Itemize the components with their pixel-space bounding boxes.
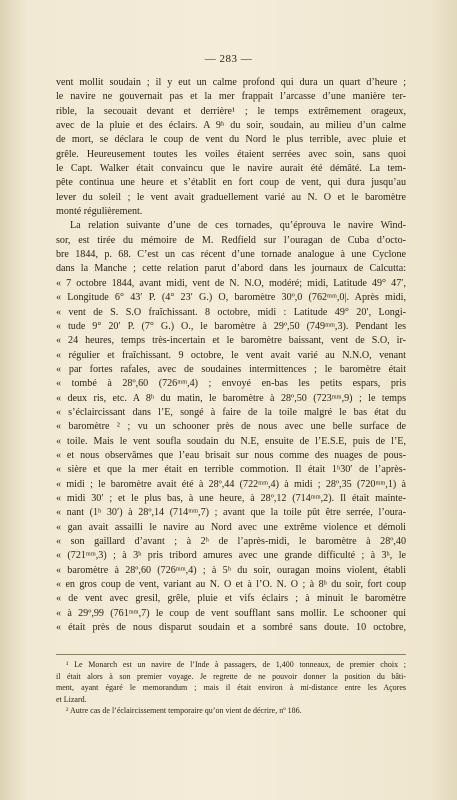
text-line: grêle. Heureusement toutes les voiles étaient serrées avec soin, sans quoi: [56, 148, 406, 160]
text-line: « baromètre ² ; vu un schooner près de nous avec une belle surface de: [56, 421, 406, 433]
page-number-header: — 283 —: [204, 53, 253, 65]
text-line: pête continua une heure et s’établit en fort coup de vent, qui dura jusqu’au: [56, 177, 406, 189]
text-line: « tude 9° 20′ P. (7° G.) O., le baromètre à 29º,50 (749ᵐᵐ,3). Pendant les: [56, 320, 406, 332]
text-line: « nant (1ʰ 30′) à 28º,14 (714ᵐᵐ,7) ; avant que la toile pût être serrée, l’oura-: [56, 507, 406, 519]
text-line: « 24 heures, temps très-incertain et le baromètre baissant, vent de S.O, ir-: [56, 335, 406, 347]
text-line: « sière et que la mer était en terrible commotion. Il était 1ʰ30′ de l’après-: [56, 464, 406, 476]
footnote-line: ment, ayant égaré le memorandum ; mais il était environ à mi-distance entre les Açores: [56, 683, 406, 693]
text-line: « s’éclaircissant dans l’E, songé à faire de la toile malgré le bas état du: [56, 406, 406, 418]
text-line: « baromètre à 28º,60 (726ᵐᵐ,4) ; à 5ʰ du soir, ouragan moins violent, établi: [56, 564, 406, 576]
text-line: « midi 30′ ; et le plus bas, à une heure, à 28º,12 (714ᵐᵐ,2). Il était mainte-: [56, 492, 406, 504]
text-line: « gan avait assailli le navire au Nord avec une extrême violence et démoli: [56, 521, 406, 533]
footnote-line: il était alors à son premier voyage. Je regrette de ne pouvoir donner la position du bâti-: [56, 671, 406, 681]
text-line: La relation suivante d’une de ces tornades, qu’éprouva le navire Wind-: [70, 220, 406, 232]
main-text: [56, 76, 406, 635]
text-line: bre 1844, p. 68. C’est un cas récent d’une tornade analogue à une Cyclone: [56, 249, 406, 261]
text-line: « deux ris, etc. A 8ʰ du matin, le baromètre à 28º,50 (723ᵐᵐ,9) ; le temps: [56, 392, 406, 404]
text-line: « (721ᵐᵐ,3) ; à 3ʰ pris tribord amures avec une grande difficulté ; à 3ʰ, le: [56, 550, 406, 562]
text-line: dans la Manche ; cette relation parut d’abord dans les journaux de Calcutta:: [56, 263, 406, 275]
text-line: vent mollit soudain ; il y eut un calme profond qui dura un quart d’heure ;: [56, 77, 406, 88]
text-line: rible, la secouait devant et derrière¹ ; le temps extrêmement orageux,: [56, 105, 406, 117]
text-line: « en gros coup de vent, variant au N. O et à l’O. N. O ; à 8ʰ du soir, fort coup: [56, 579, 406, 591]
text-line: sor, est tirée du mémoire de M. Redfield sur l’ouragan de Cuba d’octo-: [56, 234, 406, 246]
text-line: « midi ; le baromètre avait été à 28º,44 (722ᵐᵐ,4) à midi ; 28º,35 (720ᵐᵐ,1) à: [56, 478, 406, 490]
text-line: « toile. Mais le vent soufla soudain du N.E, ensuite de l’E.S.E, puis de l’E,: [56, 435, 406, 447]
text-line: le Capt. Walker était convaincu que le navire aurait été démâté. La tem-: [56, 163, 406, 175]
text-line: monté régulièrement.: [56, 206, 143, 218]
footnote-line: ¹ Le Monarch est un navire de l’Inde à passagers, de 1,400 tonneaux, de premier choix ;: [66, 660, 406, 669]
text-line: avec de la pluie et des éclairs. A 9ʰ du soir, soudain, au milieu d’un calme: [56, 120, 406, 132]
text-line: « à 29º,99 (761ᵐᵐ,7) le coup de vent soufflant sans mollir. Le schooner qui: [56, 607, 406, 619]
text-line: « de vent avec gresil, grêle, pluie et vifs éclairs ; à minuit le baromètre: [56, 593, 406, 605]
footnote-line: ² Autre cas de l’éclaircissement temporaire qu’on vient de décrire, nº 186.: [66, 706, 302, 716]
text-line: de mort, se déclara le coup de vent du Nord le plus terrible, avec pluie et: [56, 134, 406, 146]
text-line: « 7 octobre 1844, avant midi, vent de N. N.O, modéré; midi, Latitude 49° 47′,: [56, 277, 406, 289]
text-line: le navire ne gouvernait pas et la mer frappait l’arcasse d’une manière ter-: [56, 91, 406, 103]
text-line: « régulier et fraîchissant. 9 octobre, le vent avait varié au N.N.O, venant: [56, 349, 406, 361]
footnotes: [56, 654, 406, 717]
text-line: lever du soleil ; le vent avait graduellement varié au N. O et le baromètre: [56, 191, 406, 203]
text-line: « était près de nous disparut soudain et a sombré sans doute. 10 octobre,: [56, 622, 406, 634]
text-line: « par fortes rafales, avec de soudaines intermittences ; le baromètre était: [56, 363, 406, 375]
text-line: « vent de S. S.O fraîchissant. 8 octobre, midi : Latitude 49° 20′, Longi-: [56, 306, 406, 318]
text-line: « Longitude 6° 43′ P. (4° 23′ G.) O, baromètre 30º,0 (762ᵐᵐ,0|. Après midi,: [56, 292, 406, 304]
text-line: « et nous observâmes que l’eau brisait sur nous comme des nuages de pous-: [56, 449, 406, 461]
footnote-line: et Lizard.: [56, 694, 87, 704]
text-line: « son gaillard d’avant ; à 2ʰ de l’après-midi, le baromètre à 28º,40: [56, 536, 406, 547]
text-line: « tombé à 28º,60 (726ᵐᵐ,4) ; envoyé en-bas les petits espars, pris: [56, 378, 406, 390]
